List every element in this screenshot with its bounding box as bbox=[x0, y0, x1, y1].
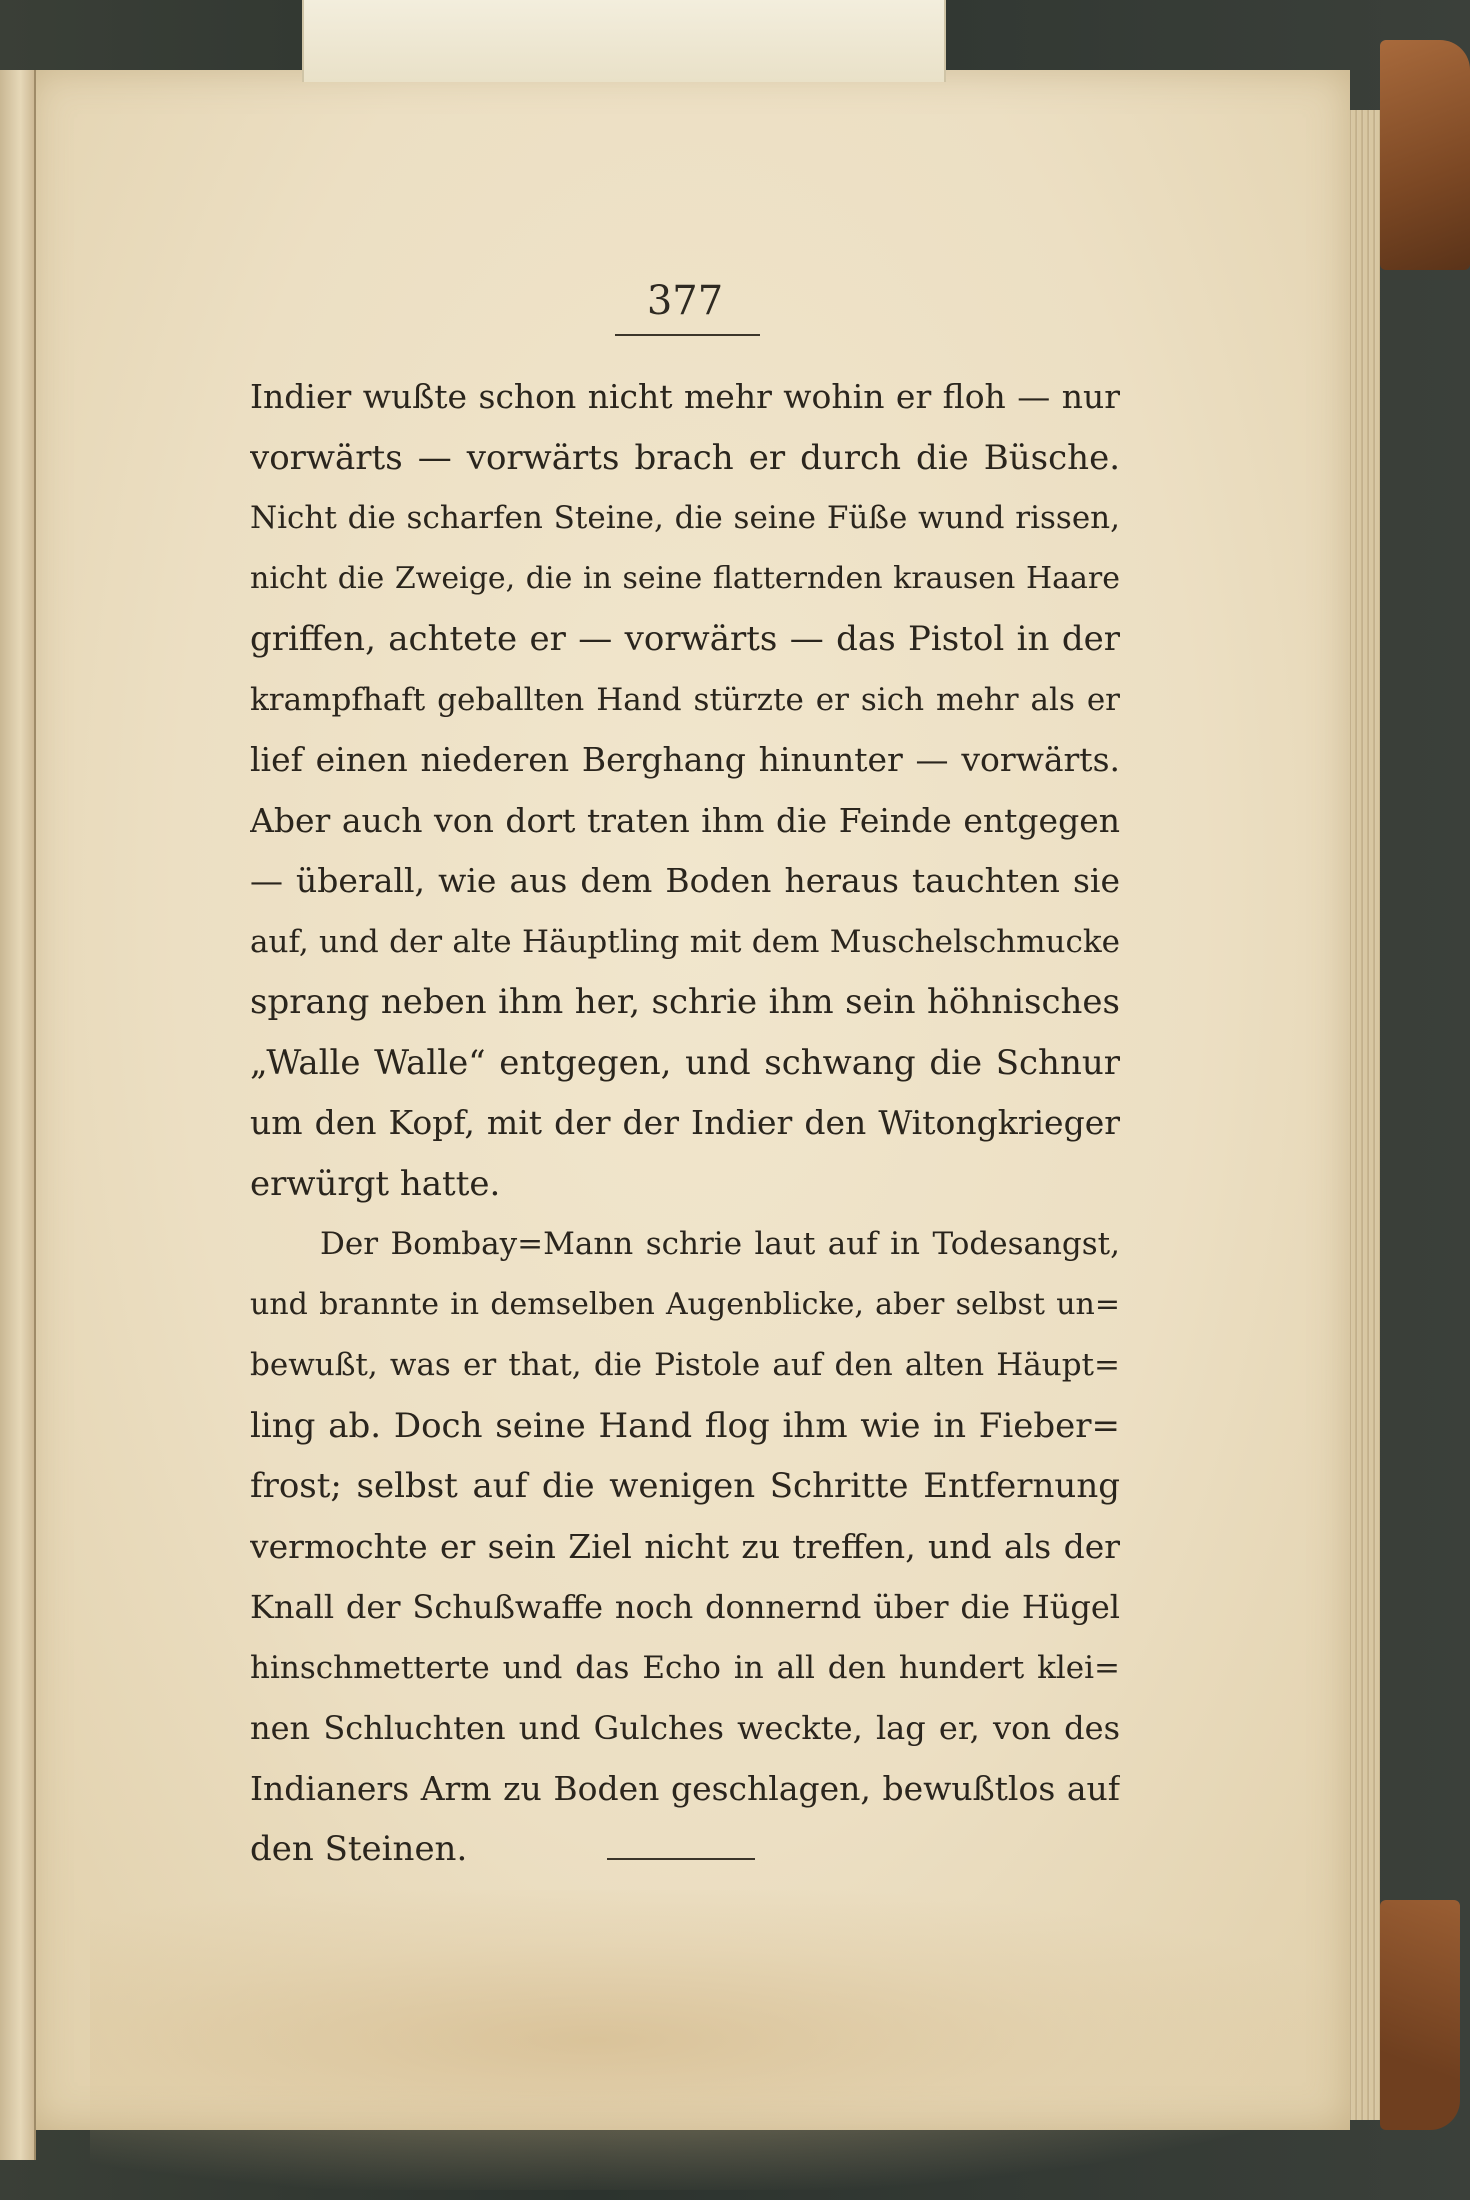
text-line: nicht die Zweige, die in seine flatternden krausen Haare bbox=[250, 560, 1120, 596]
text-line: „Walle Walle“ entgegen, und schwang die Schnur bbox=[250, 1042, 1120, 1083]
text-line: hinschmetterte und das Echo in all den hundert klei= bbox=[250, 1649, 1120, 1686]
text-line: frost; selbst auf die wenigen Schritte Entfernung bbox=[250, 1466, 1120, 1506]
paragraph-1 bbox=[250, 367, 1120, 1214]
text-line: um den Kopf, mit der der Indier den Witongkrieger bbox=[250, 1103, 1120, 1142]
text-line: nen Schluchten und Gulches weckte, lag er, von des bbox=[250, 1709, 1120, 1747]
paper-slip bbox=[302, 0, 946, 82]
text-line: Nicht die scharfen Steine, die seine Füße wund rissen, bbox=[250, 500, 1120, 536]
text-line: und brannte in demselben Augenblicke, aber selbst un= bbox=[250, 1286, 1120, 1322]
text-line: Indianers Arm zu Boden geschlagen, bewußtlos auf bbox=[250, 1768, 1120, 1808]
text-line: griffen, achtete er — vorwärts — das Pistol in der bbox=[250, 619, 1120, 659]
text-line: den Steinen. bbox=[250, 1829, 468, 1869]
paragraph-2 bbox=[250, 1214, 1120, 1880]
text-line: Der Bombay=Mann schrie laut auf in Todesangst, bbox=[320, 1226, 1120, 1262]
text-line: auf, und der alte Häuptling mit dem Muschelschmucke bbox=[250, 923, 1120, 960]
body-text bbox=[250, 367, 1120, 1880]
text-line: — überall, wie aus dem Boden heraus tauchten sie bbox=[250, 861, 1120, 900]
leather-corner-top bbox=[1380, 40, 1470, 270]
water-stain bbox=[90, 1890, 1350, 2190]
text-line: Knall der Schußwaffe noch donnernd über die Hügel bbox=[250, 1588, 1120, 1626]
page-number: 377 bbox=[646, 278, 724, 324]
text-line: lief einen niederen Berghang hinunter — vorwärts. bbox=[250, 740, 1120, 779]
text-line: erwürgt hatte. bbox=[250, 1163, 501, 1204]
text-line: vorwärts — vorwärts brach er durch die Büsche. bbox=[250, 437, 1120, 478]
text-line: krampfhaft geballten Hand stürzte er sich mehr als er bbox=[250, 681, 1120, 718]
text-line: vermochte er sein Ziel nicht zu treffen, und als der bbox=[250, 1526, 1120, 1566]
text-line: ling ab. Doch seine Hand flog ihm wie in Fieber= bbox=[250, 1405, 1120, 1446]
leather-corner-bottom bbox=[1380, 1900, 1460, 2130]
header-rule bbox=[615, 334, 760, 336]
text-line: Aber auch von dort traten ihm die Feinde entgegen bbox=[250, 800, 1120, 840]
footer-rule bbox=[607, 1858, 755, 1860]
text-line: bewußt, was er that, die Pistole auf den alten Häupt= bbox=[250, 1347, 1120, 1383]
facing-page-edge bbox=[0, 70, 36, 2160]
text-line: sprang neben ihm her, schrie ihm sein höhnisches bbox=[250, 982, 1120, 1022]
text-line: Indier wußte schon nicht mehr wohin er floh — nur bbox=[250, 377, 1120, 416]
